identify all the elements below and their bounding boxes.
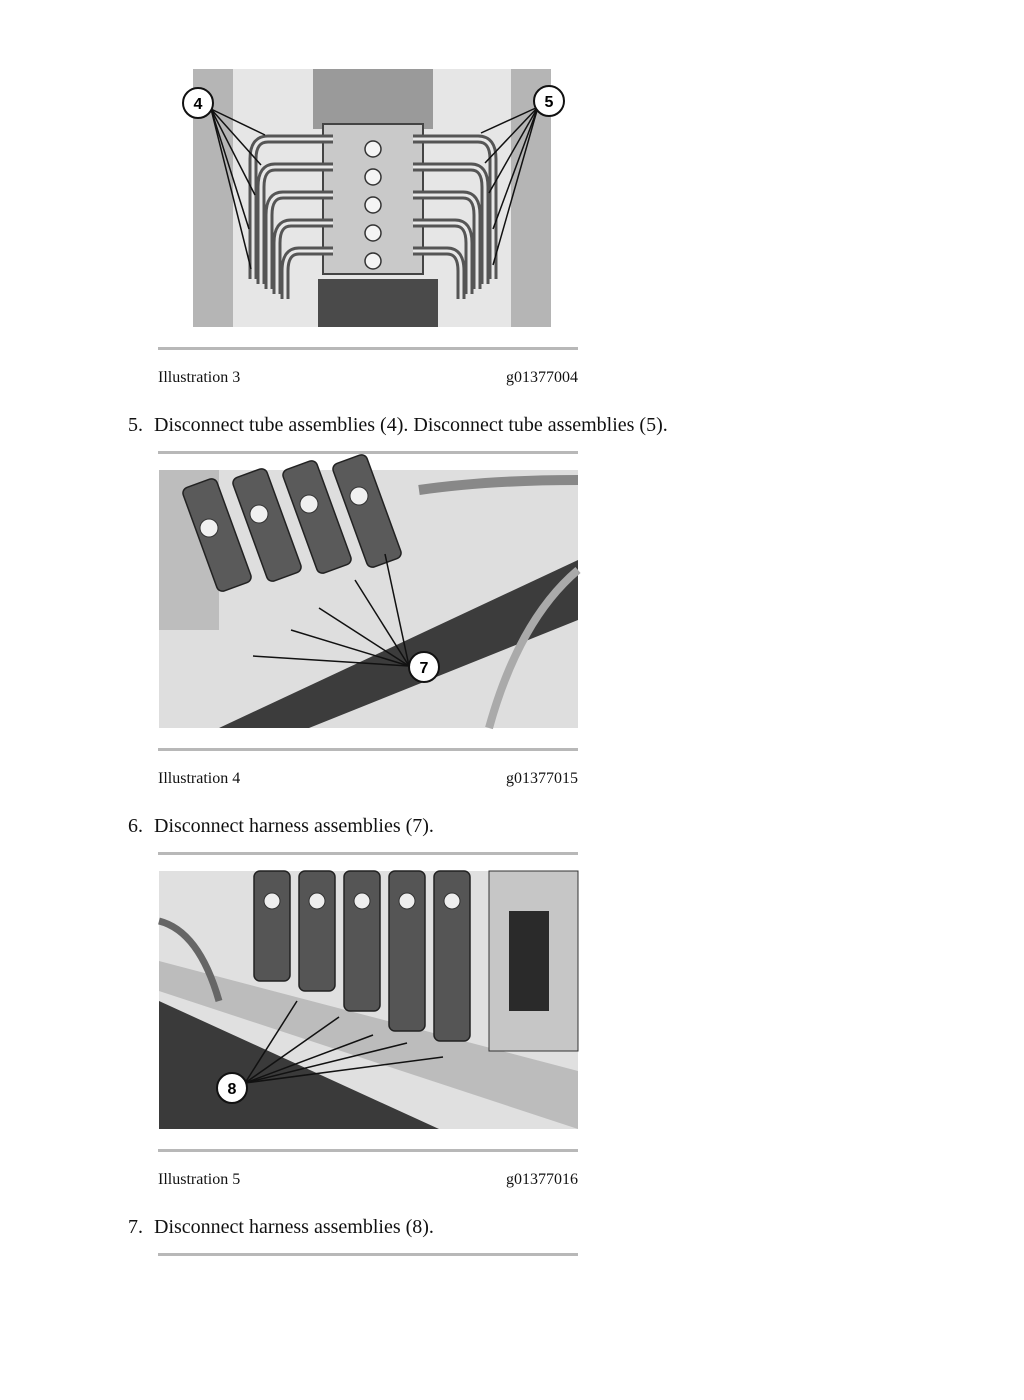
illustration-4-image: [159, 470, 578, 728]
rule-step-5: [158, 451, 578, 454]
step-text: Disconnect harness assemblies (8).: [154, 1216, 434, 1238]
rule-illustration-5: [158, 1149, 578, 1152]
step-number: 5.: [128, 414, 143, 436]
caption-label: Illustration 3: [158, 369, 241, 386]
caption-label: Illustration 5: [158, 1171, 241, 1188]
illustration-5-image: [159, 871, 578, 1129]
caption-illustration-4: [158, 770, 578, 788]
caption-illustration-5: [158, 1171, 578, 1189]
illustration-3-image: [193, 69, 554, 327]
rule-illustration-4: [158, 748, 578, 751]
caption-illustration-3: [158, 369, 578, 387]
caption-label: Illustration 4: [158, 770, 241, 787]
rule-step-7: [158, 1253, 578, 1256]
caption-id: g01377015: [506, 770, 578, 787]
caption-id: g01377004: [506, 369, 578, 386]
step-text: Disconnect tube assemblies (4). Disconnect tube assemblies (5).: [154, 414, 668, 436]
step-5: [128, 414, 668, 437]
rule-step-6: [158, 852, 578, 855]
callout-8-label: 8: [227, 1081, 237, 1098]
step-number: 7.: [128, 1216, 143, 1238]
step-6: [128, 815, 434, 838]
step-number: 6.: [128, 815, 143, 837]
rule-illustration-3: [158, 347, 578, 350]
caption-id: g01377016: [506, 1171, 578, 1188]
callout-5-label: 5: [544, 94, 554, 111]
step-text: Disconnect harness assemblies (7).: [154, 815, 434, 837]
callout-4-label: 4: [193, 96, 203, 113]
step-7: [128, 1216, 434, 1239]
callout-7-label: 7: [419, 660, 429, 677]
